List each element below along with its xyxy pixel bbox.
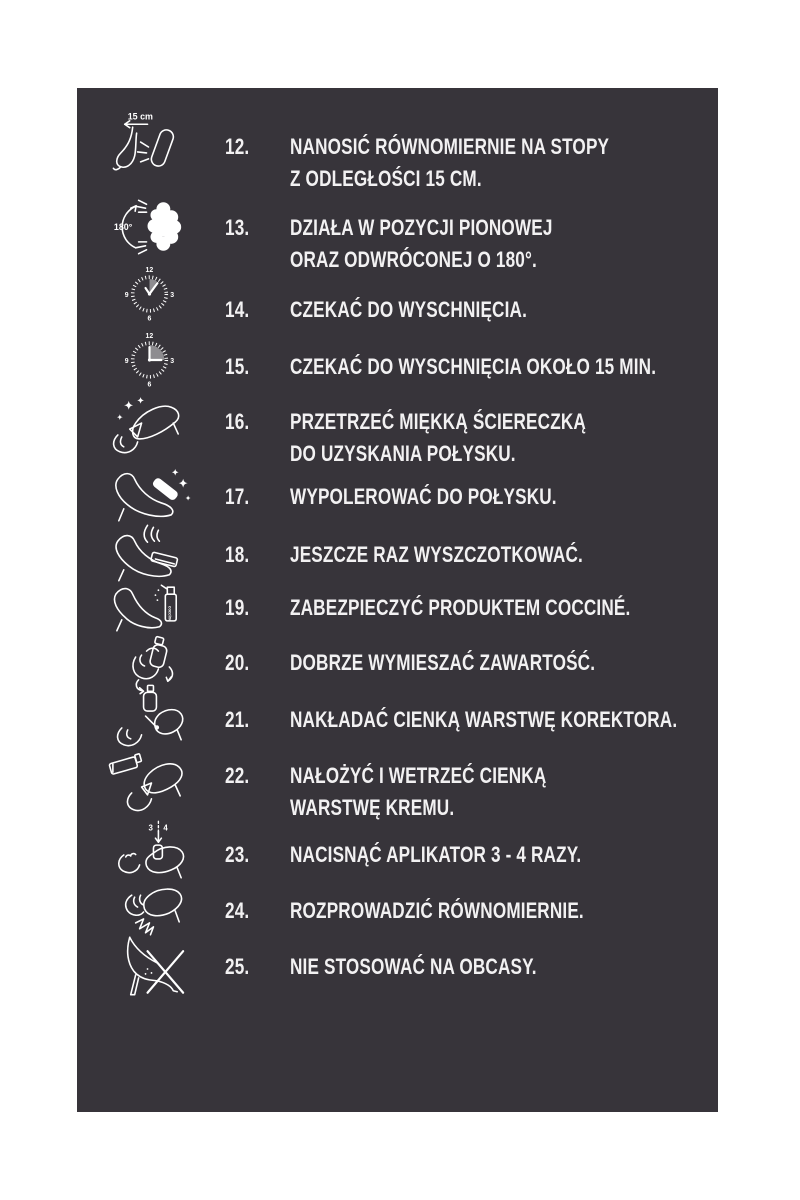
item-number: 21. <box>225 707 250 732</box>
svg-text:15 cm: 15 cm <box>127 111 153 122</box>
svg-text:4: 4 <box>163 823 168 833</box>
item-number: 22. <box>225 763 250 788</box>
instruction-text-line: NAŁOŻYĆ I WETRZEĆ CIENKĄ <box>290 763 547 788</box>
instruction-text-line: NIE STOSOWAĆ NA OBCASY. <box>290 954 537 979</box>
svg-text:6: 6 <box>147 315 152 323</box>
instruction-text-line: JESZCZE RAZ WYSZCZOTKOWAĆ. <box>290 542 583 567</box>
svg-text:coccine: coccine <box>167 606 173 622</box>
svg-text:3: 3 <box>170 291 175 299</box>
svg-text:6: 6 <box>147 381 152 389</box>
item-number: 17. <box>225 484 250 509</box>
instruction-text-line: CZEKAĆ DO WYSCHNIĘCIA OKOŁO 15 MIN. <box>290 354 657 379</box>
svg-text:3: 3 <box>170 357 175 365</box>
item-number: 25. <box>225 954 250 979</box>
instruction-text-line: DZIAŁA W POZYCJI PIONOWEJ <box>290 215 553 240</box>
instruction-text-line: NACISNĄĆ APLIKATOR 3 - 4 RAZY. <box>290 842 582 867</box>
instruction-text-line: Z ODLEGŁOŚCI 15 CM. <box>290 166 482 191</box>
instruction-panel <box>77 88 718 1112</box>
svg-text:3: 3 <box>148 823 153 833</box>
instruction-text-line: WYPOLEROWAĆ DO POŁYSKU. <box>290 484 557 509</box>
svg-text:9: 9 <box>124 357 129 365</box>
item-number: 15. <box>225 354 250 379</box>
instruction-text-line: NANOSIĆ RÓWNOMIERNIE NA STOPY <box>290 134 610 159</box>
svg-text:9: 9 <box>124 291 129 299</box>
item-number: 23. <box>225 842 250 867</box>
item-number: 19. <box>225 595 250 620</box>
instruction-text-line: ORAZ ODWRÓCONEJ O 180°. <box>290 247 537 272</box>
item-number: 12. <box>225 134 250 159</box>
svg-text:12: 12 <box>145 333 154 341</box>
item-number: 14. <box>225 297 250 322</box>
instruction-text-line: WARSTWĘ KREMU. <box>290 795 455 820</box>
instruction-text-line: CZEKAĆ DO WYSCHNIĘCIA. <box>290 297 528 322</box>
instruction-text-line: DOBRZE WYMIESZAĆ ZAWARTOŚĆ. <box>290 650 596 675</box>
instruction-item <box>77 929 718 1005</box>
instruction-text-line: DO UZYSKANIA POŁYSKU. <box>290 441 516 466</box>
item-number: 16. <box>225 409 250 434</box>
instruction-text-line: PRZETRZEĆ MIĘKKĄ ŚCIERECZKĄ <box>290 409 586 434</box>
svg-text:180°: 180° <box>113 221 133 232</box>
instruction-text-line: ROZPROWADZIĆ RÓWNOMIERNIE. <box>290 898 584 923</box>
no-heels-icon <box>102 929 197 1005</box>
instruction-text-line: NAKŁADAĆ CIENKĄ WARSTWĘ KOREKTORA. <box>290 707 678 732</box>
item-number: 18. <box>225 542 250 567</box>
instruction-text-line: ZABEZPIECZYĆ PRODUKTEM COCCINÉ. <box>290 595 631 620</box>
item-number: 24. <box>225 898 250 923</box>
item-number: 20. <box>225 650 250 675</box>
item-number: 13. <box>225 215 250 240</box>
svg-text:12: 12 <box>145 267 154 275</box>
